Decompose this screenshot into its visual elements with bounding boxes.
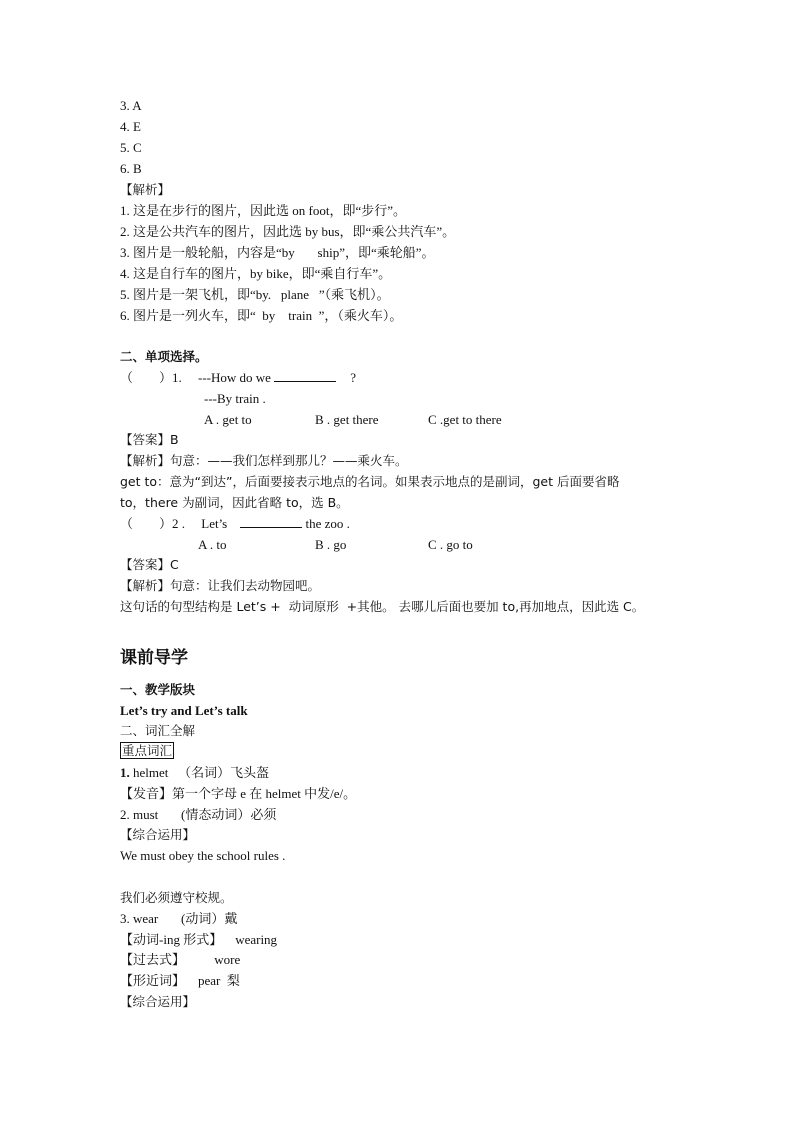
option-b: B . get there [315, 412, 379, 427]
option-c: C . go to [428, 537, 473, 552]
question-2-tail: the zoo . [305, 516, 350, 531]
question-1-text: （ ）1. ---How do we [120, 370, 271, 385]
subheading: 二、词汇全解 [120, 723, 196, 738]
option-a: A . to [198, 537, 227, 552]
note: 这句话的句型结构是 Let’s + 动词原形 +其他。 去哪儿后面也要加 to,再加地点，因此选 C。 [120, 599, 645, 614]
section-title: 二、单项选择。 [120, 349, 208, 364]
answer-line: 3. A [120, 98, 142, 113]
answer-line: 4. E [120, 119, 141, 134]
question-2-text: （ ）2 . Let’s [120, 516, 228, 531]
analysis-title: 【解析】 [120, 182, 171, 197]
question-1-reply: ---By train . [204, 391, 266, 406]
analysis-line: 1. 这是在步行的图片，因此选 on foot，即“步行”。 [120, 203, 406, 218]
option-c: C .get to there [428, 412, 502, 427]
question-mark: ? [350, 370, 356, 385]
option-a: A . get to [204, 412, 252, 427]
boxed-text: 重点词汇 [122, 743, 173, 758]
answer-key: 【答案】B [120, 432, 179, 447]
vocab-line: 【发音】第一个字母 e 在 helmet 中发/e/。 [120, 786, 357, 801]
question-1 [120, 369, 356, 387]
vocab-line: 我们必须遵守校规。 [120, 890, 233, 905]
answer-line: 6. B [120, 161, 142, 176]
vocab-text: helmet （名词）飞头盔 [129, 765, 270, 780]
subheading: 一、教学版块 [120, 682, 196, 697]
analysis-line: 4. 这是自行车的图片，by bike，即“乘自行车”。 [120, 266, 392, 281]
vocab-line [120, 764, 269, 782]
analysis-line: 5. 图片是一架飞机，即“by. plane ”（乘飞机）。 [120, 287, 390, 302]
question-2 [120, 515, 350, 533]
vocab-number: 1. [120, 765, 130, 780]
vocab-line: 2. must (情态动词）必须 [120, 807, 277, 822]
heading: 课前导学 [120, 648, 188, 668]
vocab-line: 【过去式】 wore [120, 952, 241, 967]
vocab-line: 【形近词】 pear 梨 [120, 973, 240, 988]
option-b: B . go [315, 537, 347, 552]
vocab-line: We must obey the school rules . [120, 848, 286, 863]
analysis-line: 2. 这是公共汽车的图片，因此选 by bus，即“乘公共汽车”。 [120, 224, 456, 239]
vocab-line: 【综合运用】 [120, 994, 196, 1009]
answer-blank [274, 369, 336, 382]
analysis-line: 6. 图片是一列火车，即“ by train ”，（乘火车）。 [120, 308, 403, 323]
vocab-line: 【动词-ing 形式】 wearing [120, 932, 278, 947]
analysis-line: 3. 图片是一般轮船，内容是“by ship”，即“乘轮船”。 [120, 245, 435, 260]
boxed-label [120, 742, 174, 760]
vocab-line: 【综合运用】 [120, 827, 196, 842]
subheading-english: Let’s try and Let’s talk [120, 703, 248, 718]
analysis: 【解析】句意：让我们去动物园吧。 [120, 578, 321, 593]
analysis: 【解析】句意：——我们怎样到那儿？——乘火车。 [120, 453, 408, 468]
note: get to：意为“到达”，后面要接表示地点的名词。如果表示地点的是副词，get 后面要省略 [120, 474, 620, 489]
answer-blank [240, 515, 302, 528]
answer-line: 5. C [120, 140, 142, 155]
vocab-line: 3. wear (动词）戴 [120, 911, 238, 926]
answer-key: 【答案】C [120, 557, 179, 572]
note: to，there 为副词，因此省略 to，选 B。 [120, 495, 349, 510]
